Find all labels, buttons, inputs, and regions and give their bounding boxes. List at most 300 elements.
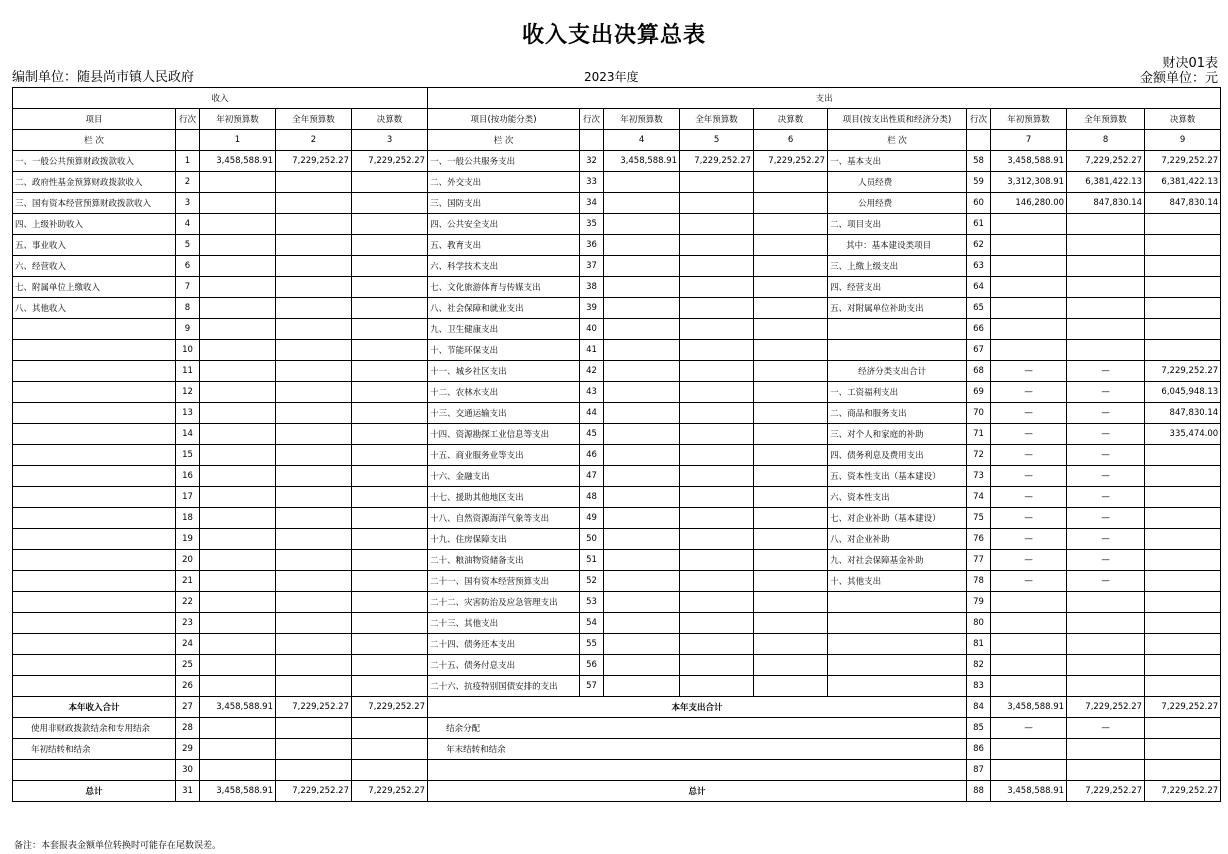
economic-initial-budget: — <box>991 424 1067 445</box>
table-row <box>13 655 1221 676</box>
economic-annual-budget: — <box>1067 361 1145 382</box>
functional-annual-budget <box>680 193 754 214</box>
income-initial-budget <box>200 172 276 193</box>
income-annual-budget <box>276 214 352 235</box>
functional-expense-name: 十四、资源勘探工业信息等支出 <box>428 424 580 445</box>
income-final-amount <box>352 298 428 319</box>
col-number: 8 <box>1067 130 1145 151</box>
expense-row-number: 85 <box>967 718 991 739</box>
functional-annual-budget <box>680 613 754 634</box>
income-initial-budget <box>200 256 276 277</box>
income-final-amount <box>352 172 428 193</box>
functional-expense-name: 二、外交支出 <box>428 172 580 193</box>
economic-row-number: 71 <box>967 424 991 445</box>
economic-final-amount <box>1145 256 1221 277</box>
economic-expense-name: 六、资本性支出 <box>828 487 967 508</box>
income-initial-budget <box>200 739 276 760</box>
report-title: 收入支出决算总表 <box>521 23 706 48</box>
functional-final-amount: 7,229,252.27 <box>754 151 828 172</box>
functional-final-amount <box>754 445 828 466</box>
economic-expense-name: 四、经营支出 <box>828 277 967 298</box>
income-row-number: 19 <box>176 529 200 550</box>
income-initial-budget <box>200 319 276 340</box>
functional-expense-name: 七、文化旅游体育与传媒支出 <box>428 277 580 298</box>
economic-final-amount: 847,830.14 <box>1145 403 1221 424</box>
income-final-amount <box>352 361 428 382</box>
income-final-amount <box>352 508 428 529</box>
economic-expense-name: 三、对个人和家庭的补助 <box>828 424 967 445</box>
income-initial-budget <box>200 634 276 655</box>
expense-final-amount <box>1145 739 1221 760</box>
expense-initial-budget: 3,458,588.91 <box>991 781 1067 802</box>
expense-initial-budget <box>991 760 1067 781</box>
income-annual-budget: 7,229,252.27 <box>276 151 352 172</box>
economic-expense-name <box>828 634 967 655</box>
income-initial-budget: 3,458,588.91 <box>200 697 276 718</box>
col-header-initial: 年初预算数 <box>200 109 276 130</box>
income-initial-budget <box>200 613 276 634</box>
economic-row-number: 65 <box>967 298 991 319</box>
col-header-func-item: 项目(按功能分类) <box>428 109 580 130</box>
economic-row-number: 67 <box>967 340 991 361</box>
income-row-number: 26 <box>176 676 200 697</box>
economic-row-number: 76 <box>967 529 991 550</box>
expense-annual-budget <box>1067 739 1145 760</box>
economic-expense-name: 五、对附属单位补助支出 <box>828 298 967 319</box>
income-item-name <box>13 676 176 697</box>
economic-row-number: 73 <box>967 466 991 487</box>
functional-expense-name: 一、一般公共服务支出 <box>428 151 580 172</box>
economic-row-number: 59 <box>967 172 991 193</box>
income-row-number: 17 <box>176 487 200 508</box>
economic-annual-budget <box>1067 298 1145 319</box>
economic-initial-budget: 3,312,308.91 <box>991 172 1067 193</box>
economic-expense-name: 四、债务利息及费用支出 <box>828 445 967 466</box>
income-annual-budget <box>276 529 352 550</box>
economic-final-amount: 335,474.00 <box>1145 424 1221 445</box>
functional-row-number: 35 <box>580 214 604 235</box>
income-final-amount <box>352 235 428 256</box>
income-final-amount <box>352 466 428 487</box>
expense-row-number: 88 <box>967 781 991 802</box>
economic-final-amount <box>1145 487 1221 508</box>
expense-initial-budget <box>991 739 1067 760</box>
economic-initial-budget: 146,280.00 <box>991 193 1067 214</box>
economic-initial-budget: — <box>991 508 1067 529</box>
economic-initial-budget: — <box>991 571 1067 592</box>
table-row <box>13 508 1221 529</box>
table-row <box>13 340 1221 361</box>
expense-summary-name: 年末结转和结余 <box>428 739 967 760</box>
expense-final-amount <box>1145 718 1221 739</box>
functional-initial-budget: 3,458,588.91 <box>604 151 680 172</box>
functional-annual-budget <box>680 277 754 298</box>
functional-initial-budget <box>604 319 680 340</box>
expense-summary-name: 总计 <box>428 781 967 802</box>
economic-annual-budget: — <box>1067 445 1145 466</box>
economic-initial-budget: — <box>991 403 1067 424</box>
functional-annual-budget <box>680 172 754 193</box>
income-summary-name: 总计 <box>13 781 176 802</box>
income-annual-budget <box>276 340 352 361</box>
income-summary-name: 年初结转和结余 <box>13 739 176 760</box>
col-number-label: 栏 次 <box>13 130 176 151</box>
functional-row-number: 33 <box>580 172 604 193</box>
economic-expense-name: 一、基本支出 <box>828 151 967 172</box>
income-final-amount <box>352 739 428 760</box>
functional-annual-budget <box>680 424 754 445</box>
economic-expense-name: 其中：基本建设类项目 <box>828 235 967 256</box>
income-row-number: 14 <box>176 424 200 445</box>
income-item-name <box>13 529 176 550</box>
functional-row-number: 41 <box>580 340 604 361</box>
income-initial-budget <box>200 424 276 445</box>
functional-final-amount <box>754 592 828 613</box>
economic-final-amount <box>1145 571 1221 592</box>
income-item-name <box>13 466 176 487</box>
functional-initial-budget <box>604 214 680 235</box>
income-annual-budget <box>276 487 352 508</box>
functional-initial-budget <box>604 466 680 487</box>
income-initial-budget <box>200 571 276 592</box>
functional-row-number: 37 <box>580 256 604 277</box>
functional-annual-budget <box>680 655 754 676</box>
functional-final-amount <box>754 214 828 235</box>
income-row-number: 10 <box>176 340 200 361</box>
economic-row-number: 58 <box>967 151 991 172</box>
expense-section-header: 支出 <box>428 88 1221 109</box>
economic-annual-budget <box>1067 214 1145 235</box>
economic-final-amount <box>1145 235 1221 256</box>
reporting-unit: 编制单位：随县尚市镇人民政府 <box>12 70 195 85</box>
income-row-number: 24 <box>176 634 200 655</box>
income-final-amount <box>352 445 428 466</box>
income-row-number: 18 <box>176 508 200 529</box>
economic-annual-budget <box>1067 655 1145 676</box>
expense-annual-budget <box>1067 760 1145 781</box>
functional-final-amount <box>754 298 828 319</box>
income-final-amount <box>352 529 428 550</box>
income-final-amount <box>352 571 428 592</box>
economic-initial-budget: — <box>991 550 1067 571</box>
economic-final-amount <box>1145 529 1221 550</box>
economic-initial-budget: — <box>991 445 1067 466</box>
expense-summary-name <box>428 760 967 781</box>
economic-expense-name: 三、上缴上级支出 <box>828 256 967 277</box>
functional-row-number: 49 <box>580 508 604 529</box>
income-final-amount <box>352 592 428 613</box>
economic-annual-budget: 847,830.14 <box>1067 193 1145 214</box>
table-row <box>13 676 1221 697</box>
income-initial-budget <box>200 466 276 487</box>
budget-summary-table <box>12 87 1221 802</box>
table-row <box>13 193 1221 214</box>
economic-final-amount <box>1145 340 1221 361</box>
income-initial-budget <box>200 550 276 571</box>
col-header-annual: 全年预算数 <box>1067 109 1145 130</box>
col-number: 2 <box>276 130 352 151</box>
functional-expense-name: 十二、农林水支出 <box>428 382 580 403</box>
functional-expense-name: 二十一、国有资本经营预算支出 <box>428 571 580 592</box>
functional-expense-name: 三、国防支出 <box>428 193 580 214</box>
economic-annual-budget <box>1067 277 1145 298</box>
income-row-number: 15 <box>176 445 200 466</box>
functional-annual-budget <box>680 340 754 361</box>
functional-initial-budget <box>604 193 680 214</box>
summary-row <box>13 718 1221 739</box>
income-row-number: 12 <box>176 382 200 403</box>
income-row-number: 4 <box>176 214 200 235</box>
col-header-row-no: 行次 <box>967 109 991 130</box>
economic-expense-name: 一、工资福利支出 <box>828 382 967 403</box>
income-initial-budget <box>200 214 276 235</box>
functional-expense-name: 十三、交通运输支出 <box>428 403 580 424</box>
economic-final-amount: 7,229,252.27 <box>1145 151 1221 172</box>
functional-row-number: 38 <box>580 277 604 298</box>
functional-final-amount <box>754 487 828 508</box>
col-number-label: 栏 次 <box>428 130 580 151</box>
table-row <box>13 634 1221 655</box>
economic-expense-name: 五、资本性支出（基本建设） <box>828 466 967 487</box>
col-header-initial: 年初预算数 <box>604 109 680 130</box>
functional-final-amount <box>754 235 828 256</box>
functional-annual-budget <box>680 319 754 340</box>
income-final-amount <box>352 550 428 571</box>
income-annual-budget <box>276 445 352 466</box>
summary-row <box>13 760 1221 781</box>
economic-final-amount: 6,381,422.13 <box>1145 172 1221 193</box>
income-annual-budget <box>276 193 352 214</box>
functional-expense-name: 十六、金融支出 <box>428 466 580 487</box>
income-item-name: 三、国有资本经营预算财政拨款收入 <box>13 193 176 214</box>
expense-row-number: 87 <box>967 760 991 781</box>
functional-annual-budget <box>680 403 754 424</box>
economic-initial-budget <box>991 277 1067 298</box>
income-initial-budget <box>200 445 276 466</box>
form-number: 财决01表 <box>1162 56 1218 71</box>
table-row <box>13 445 1221 466</box>
income-item-name <box>13 655 176 676</box>
column-header-row <box>13 109 1221 130</box>
functional-initial-budget <box>604 445 680 466</box>
economic-annual-budget <box>1067 634 1145 655</box>
table-row <box>13 487 1221 508</box>
economic-expense-name <box>828 613 967 634</box>
income-item-name <box>13 508 176 529</box>
income-row-number: 30 <box>176 760 200 781</box>
functional-final-amount <box>754 508 828 529</box>
income-initial-budget <box>200 592 276 613</box>
expense-final-amount <box>1145 760 1221 781</box>
income-final-amount <box>352 256 428 277</box>
expense-summary-name: 本年支出合计 <box>428 697 967 718</box>
income-initial-budget <box>200 655 276 676</box>
table-row <box>13 529 1221 550</box>
functional-final-amount <box>754 382 828 403</box>
economic-initial-budget <box>991 592 1067 613</box>
economic-row-number: 72 <box>967 445 991 466</box>
economic-expense-name: 二、商品和服务支出 <box>828 403 967 424</box>
income-summary-name: 本年收入合计 <box>13 697 176 718</box>
income-item-name: 一、一般公共预算财政拨款收入 <box>13 151 176 172</box>
blank-cell <box>580 130 604 151</box>
economic-row-number: 70 <box>967 403 991 424</box>
functional-initial-budget <box>604 424 680 445</box>
income-final-amount <box>352 340 428 361</box>
table-row <box>13 571 1221 592</box>
functional-annual-budget <box>680 592 754 613</box>
table-row <box>13 466 1221 487</box>
economic-row-number: 62 <box>967 235 991 256</box>
summary-row <box>13 697 1221 718</box>
money-unit: 金额单位：元 <box>1139 71 1218 86</box>
functional-initial-budget <box>604 277 680 298</box>
col-header-final: 决算数 <box>1145 109 1221 130</box>
income-annual-budget <box>276 613 352 634</box>
income-initial-budget <box>200 235 276 256</box>
economic-final-amount <box>1145 466 1221 487</box>
economic-initial-budget <box>991 655 1067 676</box>
economic-initial-budget <box>991 676 1067 697</box>
economic-expense-name: 经济分类支出合计 <box>828 361 967 382</box>
col-header-econ-item: 项目(按支出性质和经济分类) <box>828 109 967 130</box>
expense-row-number: 84 <box>967 697 991 718</box>
income-initial-budget <box>200 760 276 781</box>
table-row <box>13 235 1221 256</box>
income-initial-budget <box>200 193 276 214</box>
income-annual-budget <box>276 655 352 676</box>
income-final-amount <box>352 382 428 403</box>
economic-final-amount: 6,045,948.13 <box>1145 382 1221 403</box>
functional-expense-name: 十五、商业服务业等支出 <box>428 445 580 466</box>
economic-row-number: 75 <box>967 508 991 529</box>
col-header-annual: 全年预算数 <box>276 109 352 130</box>
summary-row <box>13 739 1221 760</box>
expense-annual-budget: 7,229,252.27 <box>1067 781 1145 802</box>
functional-row-number: 50 <box>580 529 604 550</box>
economic-initial-budget <box>991 214 1067 235</box>
economic-expense-name: 十、其他支出 <box>828 571 967 592</box>
economic-annual-budget <box>1067 613 1145 634</box>
economic-annual-budget: — <box>1067 571 1145 592</box>
income-item-name <box>13 424 176 445</box>
economic-annual-budget <box>1067 235 1145 256</box>
functional-expense-name: 四、公共安全支出 <box>428 214 580 235</box>
functional-expense-name: 十、节能环保支出 <box>428 340 580 361</box>
economic-final-amount <box>1145 214 1221 235</box>
functional-expense-name: 八、社会保障和就业支出 <box>428 298 580 319</box>
income-final-amount <box>352 487 428 508</box>
income-annual-budget <box>276 424 352 445</box>
economic-annual-budget: — <box>1067 466 1145 487</box>
table-row <box>13 214 1221 235</box>
economic-annual-budget <box>1067 592 1145 613</box>
functional-final-amount <box>754 550 828 571</box>
functional-final-amount <box>754 256 828 277</box>
income-item-name <box>13 445 176 466</box>
functional-row-number: 51 <box>580 550 604 571</box>
income-final-amount <box>352 760 428 781</box>
economic-expense-name: 九、对社会保障基金补助 <box>828 550 967 571</box>
col-header-initial: 年初预算数 <box>991 109 1067 130</box>
functional-final-amount <box>754 172 828 193</box>
income-row-number: 23 <box>176 613 200 634</box>
economic-final-amount <box>1145 592 1221 613</box>
income-item-name <box>13 550 176 571</box>
functional-final-amount <box>754 634 828 655</box>
col-header-annual: 全年预算数 <box>680 109 754 130</box>
functional-expense-name: 二十四、债务还本支出 <box>428 634 580 655</box>
functional-row-number: 44 <box>580 403 604 424</box>
functional-final-amount <box>754 466 828 487</box>
functional-initial-budget <box>604 298 680 319</box>
income-annual-budget <box>276 235 352 256</box>
col-header-final: 决算数 <box>754 109 828 130</box>
economic-row-number: 66 <box>967 319 991 340</box>
income-row-number: 9 <box>176 319 200 340</box>
economic-row-number: 69 <box>967 382 991 403</box>
income-row-number: 6 <box>176 256 200 277</box>
functional-annual-budget <box>680 466 754 487</box>
income-row-number: 21 <box>176 571 200 592</box>
income-row-number: 25 <box>176 655 200 676</box>
income-initial-budget <box>200 508 276 529</box>
income-initial-budget <box>200 487 276 508</box>
functional-row-number: 43 <box>580 382 604 403</box>
functional-initial-budget <box>604 613 680 634</box>
table-row <box>13 151 1221 172</box>
functional-final-amount <box>754 403 828 424</box>
income-annual-budget <box>276 466 352 487</box>
income-row-number: 16 <box>176 466 200 487</box>
income-annual-budget <box>276 634 352 655</box>
functional-final-amount <box>754 193 828 214</box>
income-final-amount <box>352 403 428 424</box>
income-annual-budget <box>276 319 352 340</box>
economic-final-amount <box>1145 277 1221 298</box>
functional-initial-budget <box>604 508 680 529</box>
economic-row-number: 79 <box>967 592 991 613</box>
income-final-amount: 7,229,252.27 <box>352 151 428 172</box>
economic-row-number: 68 <box>967 361 991 382</box>
functional-expense-name: 二十三、其他支出 <box>428 613 580 634</box>
functional-initial-budget <box>604 382 680 403</box>
economic-row-number: 83 <box>967 676 991 697</box>
income-annual-budget <box>276 760 352 781</box>
functional-expense-name: 十九、住房保障支出 <box>428 529 580 550</box>
income-item-name: 二、政府性基金预算财政拨款收入 <box>13 172 176 193</box>
economic-annual-budget: 7,229,252.27 <box>1067 151 1145 172</box>
functional-annual-budget <box>680 529 754 550</box>
functional-initial-budget <box>604 571 680 592</box>
income-final-amount <box>352 634 428 655</box>
income-initial-budget <box>200 718 276 739</box>
functional-final-amount <box>754 277 828 298</box>
income-final-amount <box>352 214 428 235</box>
economic-annual-budget: — <box>1067 403 1145 424</box>
income-annual-budget <box>276 592 352 613</box>
economic-annual-budget: — <box>1067 487 1145 508</box>
economic-final-amount <box>1145 676 1221 697</box>
income-initial-budget: 3,458,588.91 <box>200 151 276 172</box>
income-item-name <box>13 403 176 424</box>
income-row-number: 20 <box>176 550 200 571</box>
functional-initial-budget <box>604 403 680 424</box>
economic-annual-budget: — <box>1067 508 1145 529</box>
income-item-name <box>13 382 176 403</box>
economic-final-amount <box>1145 298 1221 319</box>
income-summary-name <box>13 760 176 781</box>
